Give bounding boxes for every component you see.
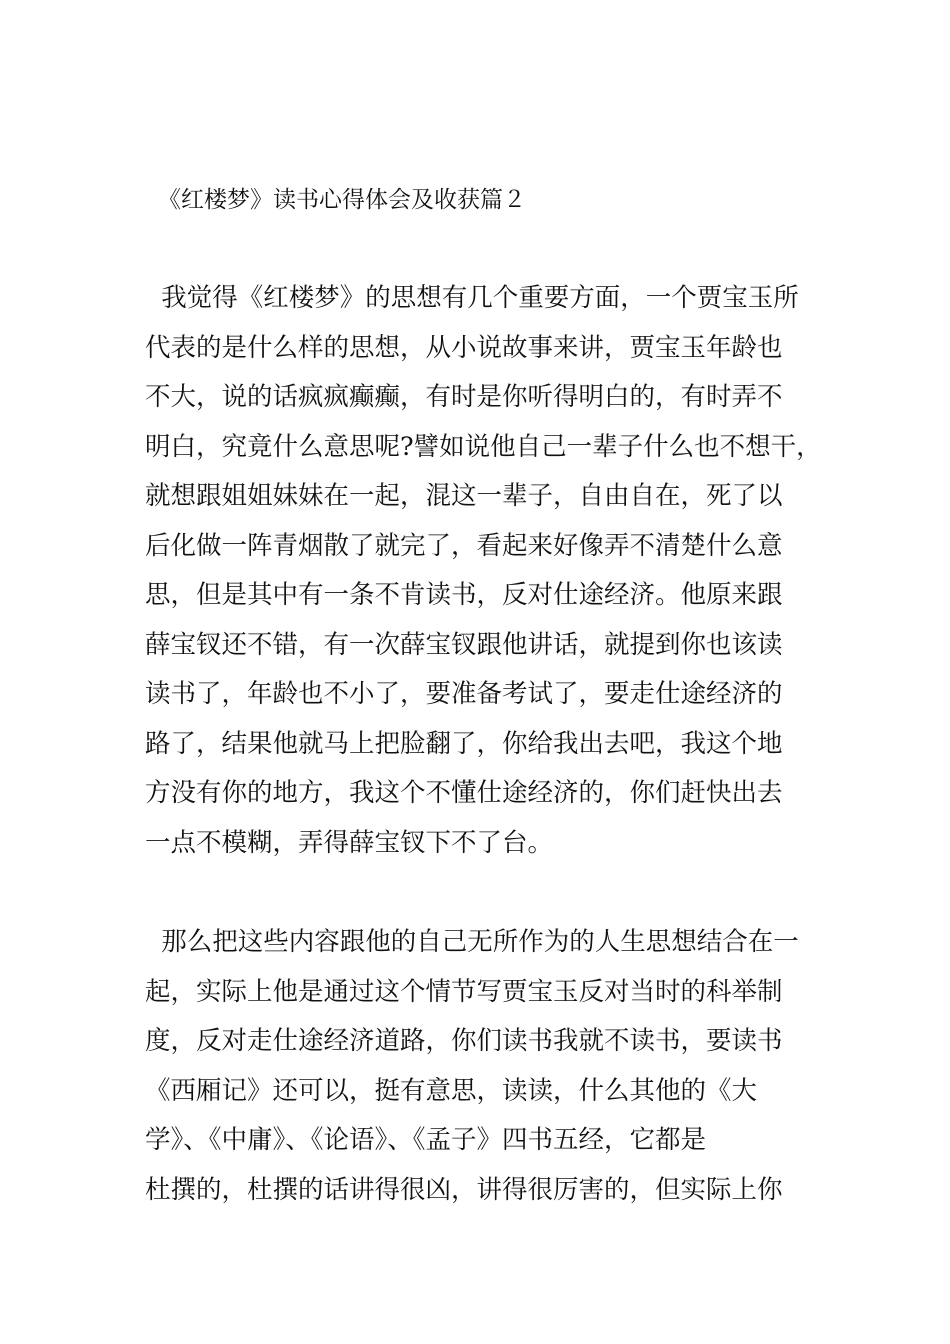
text-line: 不大，说的话疯疯癫癫，有时是你听得明白的，有时弄不 — [145, 382, 783, 412]
text-line: 我觉得《红楼梦》的思想有几个重要方面，一个贾宝玉所 — [145, 283, 799, 313]
text-line: 一点不模糊，弄得薛宝钗下不了台。 — [145, 827, 554, 858]
document-title: 《红楼梦》读书心得体会及收获篇２ — [158, 187, 526, 213]
text-line: 薛宝钗还不错，有一次薛宝钗跟他讲话，就提到你也该读 — [145, 629, 783, 660]
text-line: 就想跟姐姐妹妹在一起，混这一辈子，自由自在，死了以 — [145, 481, 783, 511]
text-line: 起，实际上他是通过这个情节写贾宝玉反对当时的科举制 — [145, 976, 783, 1007]
text-line: 杜撰的，杜撰的话讲得很凶，讲得很厉害的，但实际上你 — [145, 1174, 783, 1205]
text-line: 思，但是其中有一条不肯读书，反对仕途经济。他原来跟 — [145, 580, 783, 610]
text-line: 路了，结果他就马上把脸翻了，你给我出去吧，我这个地 — [145, 728, 783, 759]
text-line: 明白，究竟什么意思呢?譬如说他自己一辈子什么也不想干， — [145, 431, 822, 462]
text-line: 度，反对走仕途经济道路，你们读书我就不读书，要读书 — [145, 1026, 783, 1056]
text-line: 读书了，年龄也不小了，要准备考试了，要走仕途经济的 — [145, 679, 783, 709]
text-line: 《西厢记》还可以，挺有意思，读读，什么其他的《大 — [145, 1075, 758, 1106]
text-line: 那么把这些内容跟他的自己无所作为的人生思想结合在一 — [145, 927, 799, 957]
paragraph-1 — [145, 274, 825, 868]
text-line: 后化做一阵青烟散了就完了，看起来好像弄不清楚什么意 — [145, 530, 783, 561]
text-line: 学》、《中庸》、《论语》、《孟子》四书五经，它都是 — [145, 1125, 707, 1155]
paragraph-2 — [145, 918, 825, 1215]
text-line: 代表的是什么样的思想，从小说故事来讲，贾宝玉年龄也 — [145, 332, 783, 363]
text-line: 方没有你的地方，我这个不懂仕途经济的，你们赶快出去 — [145, 778, 783, 808]
